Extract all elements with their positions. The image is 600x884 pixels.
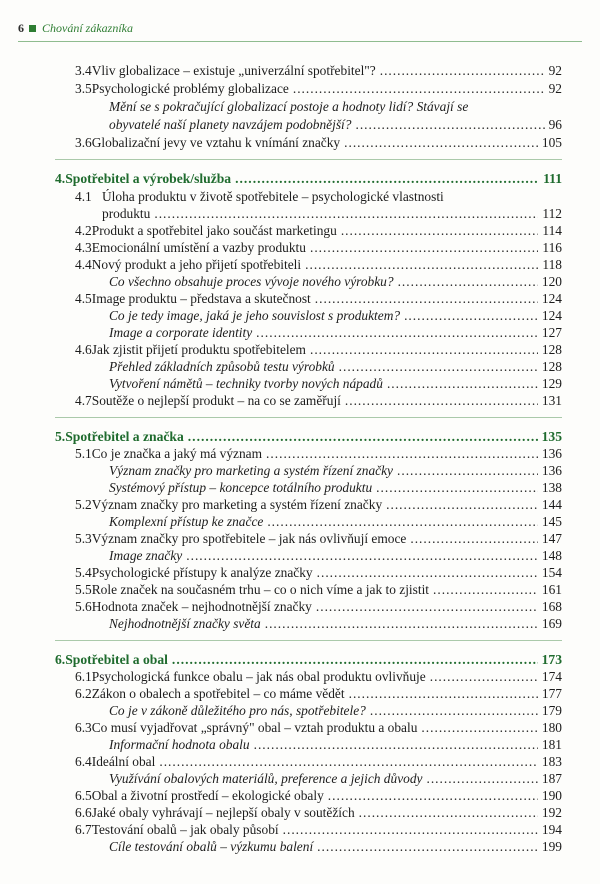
toc-entry: 5.3 Význam značky pro spotřebitele – jak nás ovlivňují emoce ..... 147	[75, 530, 562, 547]
section-divider	[55, 640, 562, 641]
toc-entry: 4.6 Jak zjistit přijetí produktu spotřebitelem ..... 128	[75, 341, 562, 358]
toc-subentry: Nejhodnotnější značky světa ..... 169	[109, 615, 562, 632]
page-number: 6	[18, 21, 24, 35]
toc-subentry: Využívání obalových materiálů, preference a jejich důvody ..... 187	[109, 770, 562, 787]
toc-entry-continued: Mění se s pokračující globalizací postoje a hodnoty lidí? Stávají se	[109, 99, 469, 114]
toc-entry: 4.7 Soutěže o nejlepší produkt – na co se zaměřují ..... 131	[75, 392, 562, 409]
toc-subentry: Vytvoření námětů – techniky tvorby nových nápadů ..... 129	[109, 375, 562, 392]
toc-entry: 5.5 Role značek na současném trhu – co o nich víme a jak to zjistit ..... 161	[75, 581, 562, 598]
toc-entry: 6.2 Zákon o obalech a spotřebitel – co máme vědět ..... 177	[75, 685, 562, 702]
toc-entry: 3.4 Vliv globalizace – existuje „univerzální spotřebitel"? ..... 92	[75, 62, 562, 79]
toc-entry: 5.2 Význam značky pro marketing a systém řízení značky ..... 144	[75, 496, 562, 513]
toc-entry: 6.7 Testování obalů – jak obaly působí ..... 194	[75, 821, 562, 838]
toc-entry: 3.5 Psychologické problémy globalizace ..... 92	[75, 80, 562, 97]
toc-entry: 5.1 Co je značka a jaký má význam ..... 136	[75, 445, 562, 462]
toc-subentry: Co všechno obsahuje proces vývoje nového výrobku? ..... 120	[109, 273, 562, 290]
toc-subentry: Co je tedy image, jaká je jeho souvislost s produktem? ..... 124	[109, 307, 562, 324]
running-title: Chování zákazníka	[42, 21, 133, 35]
toc-entry: 5.4 Psychologické přístupy k analýze značky ..... 154	[75, 564, 562, 581]
toc-entry: 4.4 Nový produkt a jeho přijetí spotřebiteli ..... 118	[75, 256, 562, 273]
toc-entry: 6.6 Jaké obaly vyhrávají – nejlepší obaly v soutěžích ..... 192	[75, 804, 562, 821]
toc-entry: 6.5 Obal a životní prostředí – ekologické obaly ..... 190	[75, 787, 562, 804]
section-divider	[55, 417, 562, 418]
toc-subentry: Informační hodnota obalu ..... 181	[109, 736, 562, 753]
toc-chapter: 6. Spotřebitel a obal ..... 173	[55, 651, 562, 668]
toc-chapter: 4. Spotřebitel a výrobek/služba ..... 111	[55, 170, 562, 187]
section-divider	[55, 159, 562, 160]
toc-entry: 4.5 Image produktu – představa a skutečnost ..... 124	[75, 290, 562, 307]
toc-entry-continued: 4.1 Úloha produktu v životě spotřebitele – psychologické vlastnosti	[75, 189, 444, 204]
toc-subentry: Komplexní přístup ke značce ..... 145	[109, 513, 562, 530]
toc-subentry: Přehled základních způsobů testu výrobků ..... 128	[109, 358, 562, 375]
toc-entry: produktu ..... 112	[102, 205, 562, 222]
toc-chapter: 5. Spotřebitel a značka ..... 135	[55, 428, 562, 445]
toc-entry: 4.3 Emocionální umístění a vazby produktu ..... 116	[75, 239, 562, 256]
toc-entry: 3.6 Globalizační jevy ve vztahu k vnímání značky ..... 105	[75, 134, 562, 151]
toc-subentry: Cíle testování obalů – výzkumu balení ..... 199	[109, 838, 562, 855]
toc-subentry: obyvatelé naší planety navzájem podobnější? ..... 96	[109, 116, 562, 133]
toc-subentry: Co je v zákoně důležitého pro nás, spotřebitele? ..... 179	[109, 702, 562, 719]
toc-subentry: Image a corporate identity ..... 127	[109, 324, 562, 341]
toc-entry: 6.3 Co musí vyjadřovat „správný" obal – vztah produktu a obalu ..... 180	[75, 719, 562, 736]
toc-subentry: Image značky ..... 148	[109, 547, 562, 564]
toc-entry: 5.6 Hodnota značek – nejhodnotnější značky ..... 168	[75, 598, 562, 615]
toc-entry: 6.4 Ideální obal ..... 183	[75, 753, 562, 770]
toc-entry: 4.2 Produkt a spotřebitel jako součást marketingu ..... 114	[75, 222, 562, 239]
toc-subentry: Význam značky pro marketing a systém řízení značky ..... 136	[109, 462, 562, 479]
toc-entry: 6.1 Psychologická funkce obalu – jak nás obal produktu ovlivňuje ..... 174	[75, 668, 562, 685]
toc-subentry: Systémový přístup – koncepce totálního produktu ..... 138	[109, 479, 562, 496]
